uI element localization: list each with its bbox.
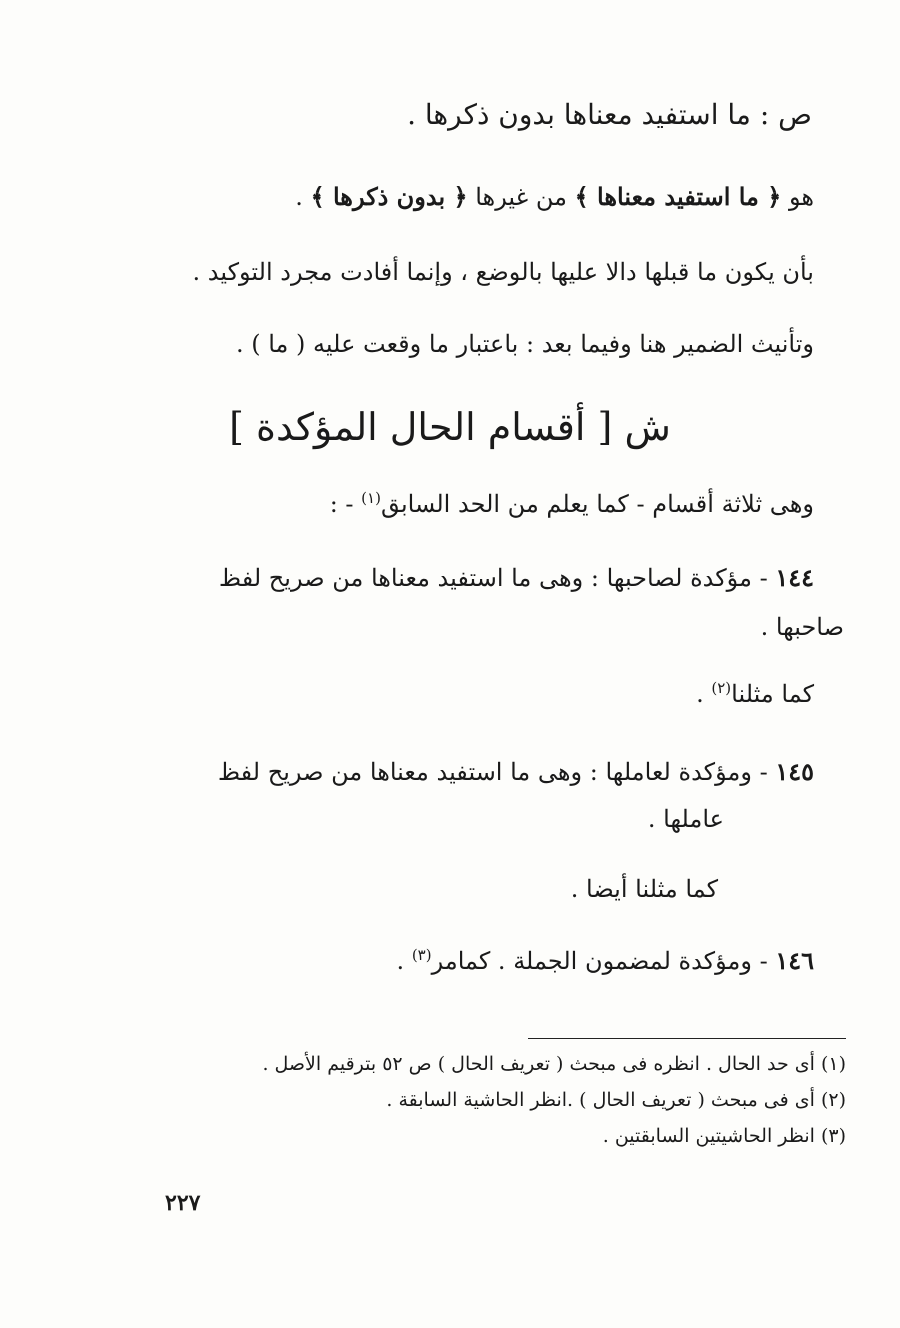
footnote-ref-1[interactable]: (١) [361,489,381,507]
paragraph-5 [696,680,814,708]
item-145-line-2: عاملها . [647,805,724,833]
item-145-number: ١٤٥ [775,757,814,786]
p4-text: وهى ثلاثة أقسام - كما يعلم من الحد السابق [380,490,814,518]
footnote-3: (٣) انظر الحاشيتين السابقتين . [602,1125,846,1147]
p5-end: . [696,680,704,708]
paragraph-4 [330,490,814,518]
p1-bold-2: ﴿ بدون ذكرها ﴾ [310,182,468,211]
footnote-ref-3[interactable]: (٣) [411,946,432,964]
p5-text: كما مثلنا [731,680,814,708]
item-145-line-1 [218,757,814,786]
item-146-end: . [396,947,405,975]
item-144-number: ١٤٤ [775,563,814,592]
paragraph-6: كما مثلنا أيضا . [570,875,718,903]
page-number: ٢٢٧ [165,1190,201,1216]
header-text: ما استفيد معناها بدون ذكرها . [407,98,751,131]
item-146-number: ١٤٦ [775,946,814,975]
p1-mid: من غيرها [475,183,567,211]
paragraph-2: بأن يكون ما قبلها دالا عليها بالوضع ، وإنما أفادت مجرد التوكيد . [192,258,814,286]
page-header [407,98,812,131]
p1-end: . [295,183,303,211]
footnote-ref-2[interactable]: (٢) [711,679,732,697]
item-144-text: - مؤكدة لصاحبها : وهى ما استفيد معناها من صريح لفظ [218,564,768,592]
item-144-line-1 [219,563,814,592]
header-prefix: ص : [759,98,812,131]
footnote-1: (١) أى حد الحال . انظره فى مبحث ( تعريف الحال ) ص ٥٢ بترقيم الأصل . [262,1053,846,1075]
item-146-text: - ومؤكدة لمضمون الجملة . كمامر [431,947,768,975]
footnote-divider [528,1038,846,1039]
p1-lead: هو [788,183,814,211]
paragraph-1 [295,182,814,211]
p4-end: - : [329,490,354,518]
item-144-line-2: صاحبها . [760,613,844,641]
item-145-text: - ومؤكدة لعاملها : وهى ما استفيد معناها من صريح لفظ [217,758,768,786]
p1-bold-1: ﴿ ما استفيد معناها ﴾ [574,182,782,211]
item-146 [397,946,814,975]
footnote-2: (٢) أى فى مبحث ( تعريف الحال ) .انظر الحاشية السابقة . [386,1089,846,1111]
paragraph-3: وتأنيث الضمير هنا وفيما بعد : باعتبار ما وقعت عليه ( ما ) . [235,330,814,358]
section-heading: ش [ أقسام الحال المؤكدة ] [229,405,671,449]
